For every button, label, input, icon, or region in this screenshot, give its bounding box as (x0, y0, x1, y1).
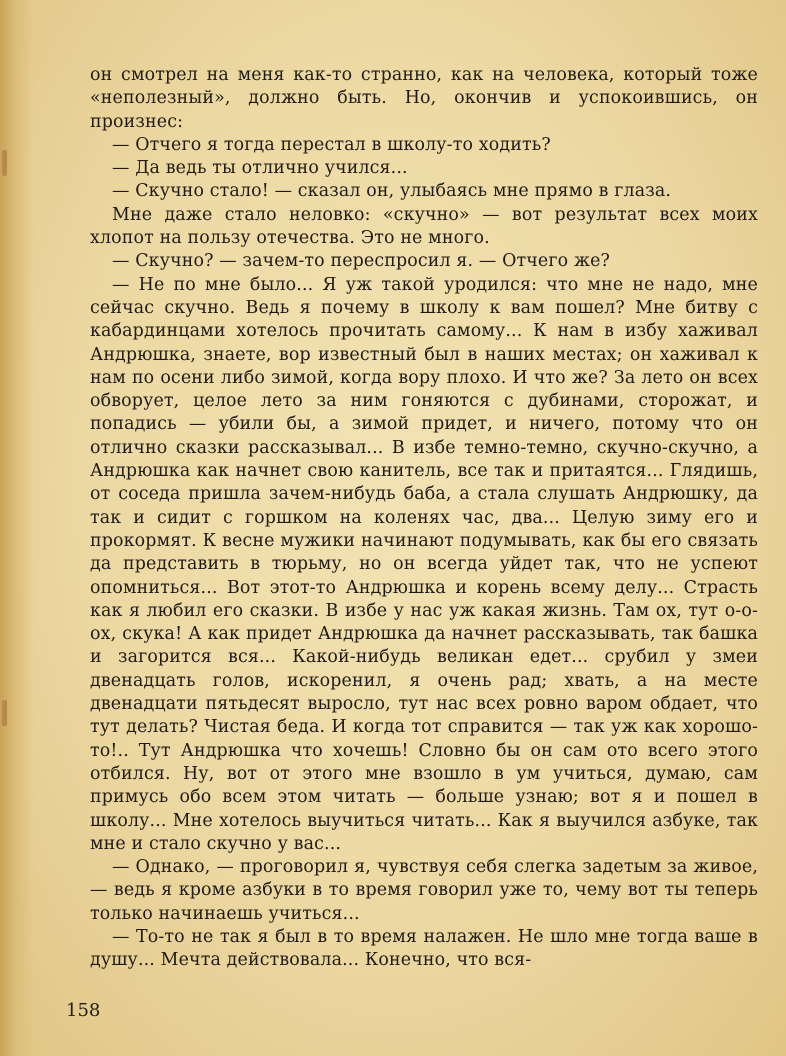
paragraph: он смотрел на меня как-то странно, как на человека, который тоже «неполезный», должно быть. Но, окончив и успокоившись, он произнес: (90, 65, 758, 132)
body-text (90, 64, 758, 973)
paragraph: — Скучно? — зачем-то переспросил я. — Отчего же? (112, 251, 611, 272)
page-number: 158 (66, 1000, 101, 1021)
paragraph: Мне даже стало неловко: «скучно» — вот результат всех моих хлопот на пользу отечества. Это не много. (90, 204, 758, 249)
paragraph: — Однако, — проговорил я, чувствуя себя слегка задетым за живое, — ведь я кроме азбуки в то время говорил уже то, чему вот ты теперь только начинаешь учиться... (90, 857, 758, 924)
paragraph: — Да ведь ты отлично учился... (112, 158, 408, 179)
paragraph: — То-то не так я был в то время налажен. Не шло мне тогда ваше в душу... Мечта действовала... Конечно, что вся- (90, 926, 758, 971)
paragraph: — Не по мне было... Я уж такой уродился: что мне не надо, мне сейчас скучно. Ведь я почему в школу к вам пошел? Мне битву с кабардинцами хотелось прочитать самому... К нам в избу хаживал Андрюшка, знаете, вор известный был в наших местах; он хаживал к нам по осени либо зимой, когда вору плохо. И что же? За лето он всех обворует, целое лето за ним гоняются с дубинами, сторожат, и попадись — убили бы, а зимой придет, и ничего, потому что он отлично сказки рассказывал... В избе темно-темно, скучно-скучно, а Андрюшка как начнет свою канитель, все так и притаятся... Глядишь, от соседа пришла зачем-нибудь баба, а стала слушать Андрюшку, да так и сидит с горшком на коленях час, два... Целую зиму его и прокормят. К весне мужики начинают подумывать, как бы его связать да представить в тюрьму, но он всегда уйдет так, что не успеют опомниться... Вот этот-то Андрюшка и корень всему делу... Страсть как я любил его сказки. В избе у нас уж какая жизнь. Там ох, тут о-о-ох, скука! А как придет Андрюшка да начнет рассказывать, так башка и загорится вся... Какой-нибудь великан едет... срубил у змеи двенадцать голов, искоренил, я очень рад; хвать, а на месте двенадцати пятьдесят выросло, тут нас всех ровно варом обдает, что тут делать? Чистая беда. И когда тот справится — так уж как хорошо-то!.. Тут Андрюшка что хочешь! Словно бы он сам ото всего этого отбился. Ну, вот от этого мне взошло в ум учиться, думаю, сам примусь обо всем этом читать — больше узнаю; вот я и пошел в школу... Мне хотелось выучиться читать... Как я выучился азбуке, так мне и стало скучно у вас... (90, 274, 758, 854)
paragraph: — Скучно стало! — сказал он, улыбаясь мне прямо в глаза. (112, 181, 672, 202)
paragraph: — Отчего я тогда перестал в школу-то ходить? (112, 134, 551, 155)
page-spine-edge (0, 0, 34, 1056)
spine-mark (2, 150, 7, 176)
spine-mark (2, 700, 7, 726)
